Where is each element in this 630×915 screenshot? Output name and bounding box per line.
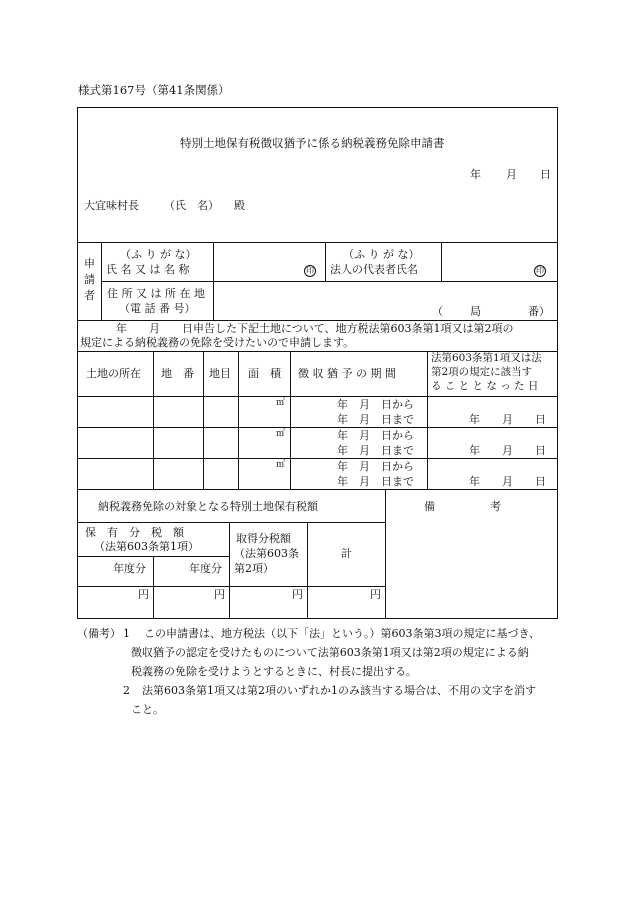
header-applicable-1: 法第603条第1項又は法 bbox=[431, 352, 542, 364]
rule-tax-col-year bbox=[153, 556, 154, 619]
period-from-row-2: 年 月 日から bbox=[337, 429, 414, 442]
yen-4: 円 bbox=[370, 588, 381, 601]
area-unit-row-1: ㎡ bbox=[276, 398, 286, 408]
rule-tax-heading bbox=[77, 522, 385, 523]
phone-open: （ bbox=[432, 305, 443, 318]
note-2-line-2: こと。 bbox=[131, 703, 164, 716]
phone-label: （電 話 番 号） bbox=[119, 302, 196, 315]
period-to-row-3: 年 月 日まで bbox=[337, 475, 414, 488]
applicant-side-label: 申 請 者 bbox=[84, 257, 95, 302]
rule-land-row-3 bbox=[77, 489, 558, 490]
representative-label: 法人の代表者氏名 bbox=[330, 263, 418, 276]
rule-land-row-1 bbox=[77, 427, 558, 428]
rule-applicant-top bbox=[77, 242, 558, 243]
form-title: 特別土地保有税徴収猶予に係る納税義務免除申請書 bbox=[180, 136, 445, 150]
note-1-line-1: この申請書は、地方税法（以下「法」という。）第603条第3項の規定に基づき、 bbox=[144, 627, 541, 640]
furigana-label-1: （ふ り が な） bbox=[120, 248, 197, 261]
statement-line-1: 年 月 日申告した下記土地について、地方税法第603条第1項又は第2項の bbox=[116, 322, 514, 335]
rule-col-location bbox=[153, 351, 154, 489]
addressee-honorific: 殿 bbox=[234, 199, 245, 212]
rule-col-category bbox=[238, 351, 239, 489]
rule-land-row-2 bbox=[77, 458, 558, 459]
seal-mark-2: 印 bbox=[536, 266, 544, 275]
date-month: 月 bbox=[506, 168, 517, 181]
acquisition-tax-law-2: 第2項） bbox=[234, 562, 274, 575]
holding-tax-label: 保 有 分 税 額 bbox=[85, 526, 184, 539]
rule-holding-split bbox=[77, 556, 229, 557]
seal-mark-1: 印 bbox=[306, 266, 314, 275]
period-from-row-1: 年 月 日から bbox=[337, 398, 414, 411]
rule-col-period bbox=[427, 351, 428, 489]
area-unit-row-2: ㎡ bbox=[276, 429, 286, 439]
phone-bureau: 局 bbox=[470, 305, 481, 318]
holding-tax-law: （法第603条第1項） bbox=[94, 540, 199, 553]
acquisition-tax-law: （法第603条 bbox=[234, 547, 299, 560]
header-period: 徴 収 猶 予 の 期 間 bbox=[298, 367, 396, 380]
note-2-number: 2 bbox=[123, 684, 130, 697]
yen-2: 円 bbox=[214, 588, 225, 601]
note-1-line-2: 徴収猶予の認定を受けたものについて法第603条第1項又は第2項の規定による納 bbox=[131, 646, 529, 659]
header-applicable-3: る こ と と な っ た 日 bbox=[431, 380, 539, 392]
rule-applicant-mid bbox=[325, 242, 326, 281]
rule-remarks-col bbox=[385, 489, 386, 619]
notes-label: （備考） bbox=[77, 627, 121, 640]
note-1-line-3: 税義務の免除を受けようとするときに、村長に提出する。 bbox=[131, 665, 417, 678]
rule-applicant-rep-col bbox=[441, 242, 442, 281]
remarks-heading: 備 考 bbox=[424, 500, 501, 513]
rule-applicant-row bbox=[101, 281, 558, 282]
rule-tax-amount bbox=[77, 586, 385, 587]
header-area: 面 積 bbox=[248, 367, 281, 380]
total-label: 計 bbox=[341, 547, 352, 560]
acquisition-tax-label: 取得分税額 bbox=[236, 532, 291, 545]
addressee-name-label: （氏 名） bbox=[164, 199, 219, 212]
applicable-date-row-3: 年 月 日 bbox=[469, 475, 546, 488]
period-to-row-2: 年 月 日まで bbox=[337, 444, 414, 457]
period-to-row-1: 年 月 日まで bbox=[337, 413, 414, 426]
rule-tax-col-acq bbox=[229, 522, 230, 619]
yen-1: 円 bbox=[138, 588, 149, 601]
rule-tax-col-total bbox=[307, 522, 308, 619]
applicable-date-row-1: 年 月 日 bbox=[469, 413, 546, 426]
header-lot: 地 番 bbox=[161, 367, 194, 380]
address-label: 住 所 又 は 所 在 地 bbox=[107, 287, 205, 300]
date-year: 年 bbox=[470, 168, 481, 181]
rule-col-lot bbox=[203, 351, 204, 489]
note-2-line-1: 法第603条第1項又は第2項のいずれか1のみ該当する場合は、不用の文字を消す bbox=[142, 684, 536, 697]
area-unit-row-3: ㎡ bbox=[276, 460, 286, 470]
fiscal-year-1: 年度分 bbox=[113, 562, 146, 575]
header-applicable-2: 第2項の規定に該当す bbox=[431, 366, 533, 378]
header-location: 土地の所在 bbox=[86, 367, 141, 380]
statement-line-2: 規定による納税義務の免除を受けたいので申請します。 bbox=[80, 336, 355, 349]
rule-land-header bbox=[77, 396, 558, 397]
header-category: 地目 bbox=[209, 367, 231, 380]
date-day: 日 bbox=[540, 168, 551, 181]
note-1-number: 1 bbox=[123, 627, 130, 640]
yen-3: 円 bbox=[292, 588, 303, 601]
period-from-row-3: 年 月 日から bbox=[337, 460, 414, 473]
form-number: 様式第167号（第41条関係） bbox=[78, 83, 230, 97]
phone-number: 番） bbox=[528, 305, 550, 318]
fiscal-year-2: 年度分 bbox=[189, 562, 222, 575]
applicable-date-row-2: 年 月 日 bbox=[469, 444, 546, 457]
tax-heading: 納税義務免除の対象となる特別土地保有税額 bbox=[98, 500, 318, 513]
rule-col-area bbox=[290, 351, 291, 489]
name-label: 氏 名 又 は 名 称 bbox=[106, 263, 190, 276]
furigana-label-2: （ふ り が な） bbox=[343, 248, 420, 261]
rule-applicant-bottom bbox=[77, 320, 558, 321]
addressee-mayor: 大宜味村長 bbox=[84, 199, 139, 212]
